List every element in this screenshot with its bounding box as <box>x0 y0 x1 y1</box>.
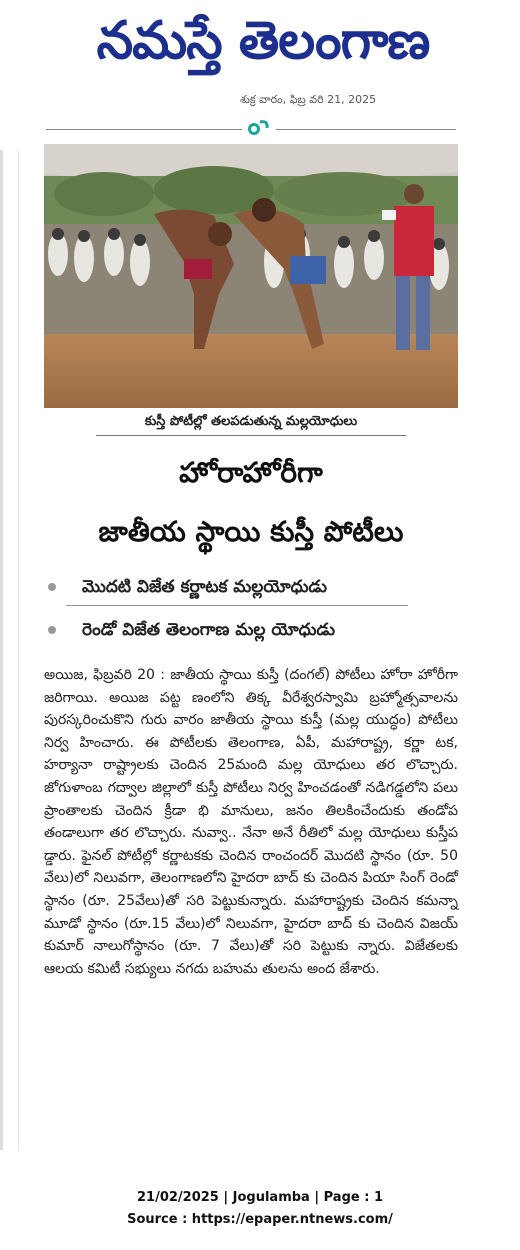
wrestling-photo <box>44 144 458 408</box>
bullet-divider <box>66 605 408 606</box>
divider-right <box>276 129 456 130</box>
subheading-text: మొదటి విజేత కర్ణాటక మల్లయోధుడు <box>82 577 327 597</box>
photo-caption <box>44 408 458 436</box>
newspaper-logo-icon <box>246 118 272 138</box>
dateline: శుక్ర వారం, ఫిబ్ర వరి 21, 2025 <box>240 93 377 106</box>
caption-underline <box>96 435 406 436</box>
page-footer <box>0 1187 520 1231</box>
subheading-bullet-1 <box>44 572 458 604</box>
page-edge-line <box>18 150 19 1150</box>
page-edge <box>0 150 3 1150</box>
footer-edition-info: 21/02/2025 | Jogulamba | Page : 1 <box>136 1190 383 1205</box>
masthead <box>0 0 520 86</box>
photo-caption-text: కుస్తీ పోటీల్లో తలపడుతున్న మల్లయోధులు <box>144 414 358 429</box>
footer-source-link[interactable]: Source : https://epaper.ntnews.com/ <box>127 1212 393 1227</box>
headline-line-2: జాతీయ స్థాయి కుస్తీ పోటీలు <box>98 515 404 548</box>
article-body <box>44 664 458 980</box>
article-paragraph: అయిజ, ఫిబ్రవరి 20 : జాతీయ స్థాయి కుస్తీ (దంగల్) పోటీలు హోరా హోరీగా జరిగాయి. అయిజ పట్ట ణంలోని తిక్క వీరేశ్వరస్వామి బ్రహ్మోత్సవాలను పురస్కరించుకొని గురు వారం జాతీయ స్థాయి కుస్తీ (మల్ల యుద్ధం) పోటీలు నిర్వ హించారు. ఈ పోటీలకు తెలంగాణ, ఏపీ, మహారాష్ట్ర, కర్ణా టక, హర్యానా రాష్ట్రాలకు చెందిన 25మంది మల్ల యోధులు తర లొచ్చారు. జోగుళాంబ గద్వాల జిల్లాలో కుస్తీ పోటీలు నిర్వ హించడంతో నడిగడ్డలోని పలు ప్రాంతాలకు చెందిన క్రీడా భి మానులు, జనం తిలకించేందుకు తండోప తండాలుగా తర లొచ్చారు. నువ్వా.. నేనా అనే రీతిలో మల్ల యోధులు కుస్తీప డ్డారు. ఫైనల్ పోటీల్లో కర్ణాటకకు చెందిన రాంచందర్ మొదటి స్థానం (రూ. 50 వేలు)లో నిలువగా, తెలంగాణలోని హైదరా బాద్ కు చెందిన పియా సింగ్ రెండో స్థానం (రూ. 25వేలు)తో సరి పెట్టుకున్నారు. మహారాష్ట్రకు చెందిన కమన్నా మూడో స్థానం (రూ.15 వేలు)లో నిలువగా, హైదరా బాద్ కు చెందిన విజయ్ కుమార్ నాలుగోస్థానం (రూ. 7 వేలు)తో సరి పెట్టుకు న్నారు. విజేతలకు ఆలయ కమిటీ సభ్యులు నగదు బహుమ తులను అంద జేశారు. <box>44 667 458 977</box>
headline-line-1: హోరాహోరీగా <box>179 456 323 489</box>
subheading-bullet-2 <box>44 615 458 647</box>
divider-left <box>46 129 242 130</box>
bullet-dot-icon <box>48 583 56 591</box>
subheading-text: రెండో విజేత తెలంగాణ మల్ల యోధుడు <box>82 620 335 640</box>
bullet-dot-icon <box>48 626 56 634</box>
newspaper-title: నమస్తే తెలంగాణ <box>96 11 430 71</box>
